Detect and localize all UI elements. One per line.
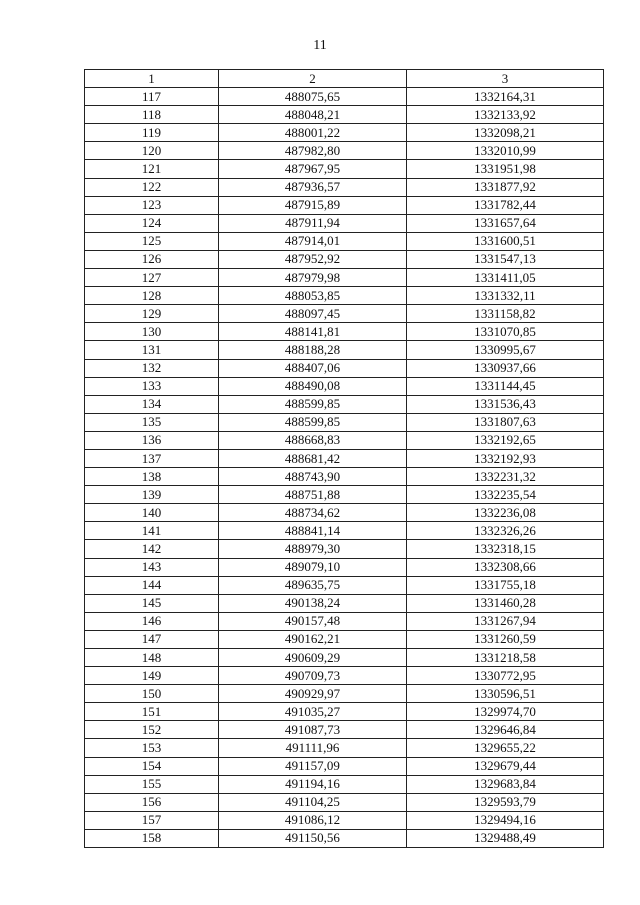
table-row bbox=[85, 558, 604, 576]
coordinate-y-cell: 1330995,67 bbox=[407, 341, 604, 359]
coordinate-x-cell: 490138,24 bbox=[219, 594, 407, 612]
table-row bbox=[85, 214, 604, 232]
point-number-cell: 149 bbox=[85, 667, 219, 685]
coordinate-x-cell: 487952,92 bbox=[219, 250, 407, 268]
point-number-cell: 126 bbox=[85, 250, 219, 268]
table-row bbox=[85, 232, 604, 250]
table-row bbox=[85, 576, 604, 594]
column-header-2: 2 bbox=[219, 70, 407, 88]
table-row bbox=[85, 431, 604, 449]
coordinate-x-cell: 489079,10 bbox=[219, 558, 407, 576]
coordinate-x-cell: 491111,96 bbox=[219, 739, 407, 757]
table-row bbox=[85, 395, 604, 413]
table-row bbox=[85, 522, 604, 540]
point-number-cell: 130 bbox=[85, 323, 219, 341]
coordinate-y-cell: 1329683,84 bbox=[407, 775, 604, 793]
coordinate-x-cell: 487914,01 bbox=[219, 232, 407, 250]
point-number-cell: 145 bbox=[85, 594, 219, 612]
coordinate-x-cell: 491104,25 bbox=[219, 793, 407, 811]
point-number-cell: 120 bbox=[85, 142, 219, 160]
page-number: 11 bbox=[313, 38, 327, 53]
table-row bbox=[85, 667, 604, 685]
coordinate-y-cell: 1331218,58 bbox=[407, 649, 604, 667]
table-body bbox=[85, 88, 604, 848]
coordinate-x-cell: 491150,56 bbox=[219, 829, 407, 847]
table-row bbox=[85, 160, 604, 178]
coordinate-x-cell: 488097,45 bbox=[219, 305, 407, 323]
coordinate-x-cell: 488599,85 bbox=[219, 413, 407, 431]
coordinate-y-cell: 1329646,84 bbox=[407, 721, 604, 739]
table-row bbox=[85, 486, 604, 504]
table-row bbox=[85, 540, 604, 558]
coordinate-x-cell: 491086,12 bbox=[219, 811, 407, 829]
coordinate-x-cell: 490929,97 bbox=[219, 685, 407, 703]
point-number-cell: 152 bbox=[85, 721, 219, 739]
table-row bbox=[85, 323, 604, 341]
coordinate-y-cell: 1329974,70 bbox=[407, 703, 604, 721]
coordinate-y-cell: 1329655,22 bbox=[407, 739, 604, 757]
coordinate-y-cell: 1329593,79 bbox=[407, 793, 604, 811]
table-row bbox=[85, 775, 604, 793]
point-number-cell: 121 bbox=[85, 160, 219, 178]
coordinate-y-cell: 1331070,85 bbox=[407, 323, 604, 341]
coordinate-x-cell: 488668,83 bbox=[219, 431, 407, 449]
coordinate-x-cell: 491087,73 bbox=[219, 721, 407, 739]
coordinate-x-cell: 490162,21 bbox=[219, 630, 407, 648]
point-number-cell: 154 bbox=[85, 757, 219, 775]
coordinate-x-cell: 488048,21 bbox=[219, 106, 407, 124]
coordinate-y-cell: 1331600,51 bbox=[407, 232, 604, 250]
coordinate-x-cell: 491035,27 bbox=[219, 703, 407, 721]
coordinate-y-cell: 1332235,54 bbox=[407, 486, 604, 504]
point-number-cell: 133 bbox=[85, 377, 219, 395]
point-number-cell: 140 bbox=[85, 504, 219, 522]
point-number-cell: 151 bbox=[85, 703, 219, 721]
table-row bbox=[85, 377, 604, 395]
point-number-cell: 147 bbox=[85, 630, 219, 648]
table-row bbox=[85, 88, 604, 106]
point-number-cell: 129 bbox=[85, 305, 219, 323]
coordinate-x-cell: 488407,06 bbox=[219, 359, 407, 377]
coordinate-y-cell: 1330596,51 bbox=[407, 685, 604, 703]
table-row bbox=[85, 685, 604, 703]
coordinate-x-cell: 487936,57 bbox=[219, 178, 407, 196]
table-row bbox=[85, 594, 604, 612]
coordinate-x-cell: 488053,85 bbox=[219, 287, 407, 305]
coordinate-y-cell: 1329488,49 bbox=[407, 829, 604, 847]
coordinate-x-cell: 488734,62 bbox=[219, 504, 407, 522]
point-number-cell: 156 bbox=[85, 793, 219, 811]
table-row bbox=[85, 196, 604, 214]
point-number-cell: 153 bbox=[85, 739, 219, 757]
coordinate-y-cell: 1331657,64 bbox=[407, 214, 604, 232]
header-row bbox=[85, 70, 604, 88]
coordinate-y-cell: 1331547,13 bbox=[407, 250, 604, 268]
table-row bbox=[85, 124, 604, 142]
point-number-cell: 127 bbox=[85, 269, 219, 287]
coordinate-y-cell: 1331144,45 bbox=[407, 377, 604, 395]
table-row bbox=[85, 468, 604, 486]
coordinate-y-cell: 1332164,31 bbox=[407, 88, 604, 106]
table-row bbox=[85, 793, 604, 811]
table-row bbox=[85, 829, 604, 847]
coordinate-x-cell: 488001,22 bbox=[219, 124, 407, 142]
point-number-cell: 124 bbox=[85, 214, 219, 232]
coordinate-x-cell: 488490,08 bbox=[219, 377, 407, 395]
coordinate-y-cell: 1332308,66 bbox=[407, 558, 604, 576]
coordinate-x-cell: 487967,95 bbox=[219, 160, 407, 178]
table-header bbox=[85, 70, 604, 88]
coordinate-x-cell: 488141,81 bbox=[219, 323, 407, 341]
point-number-cell: 119 bbox=[85, 124, 219, 142]
coordinate-x-cell: 488075,65 bbox=[219, 88, 407, 106]
coordinate-y-cell: 1332098,21 bbox=[407, 124, 604, 142]
point-number-cell: 137 bbox=[85, 449, 219, 467]
coordinate-y-cell: 1332326,26 bbox=[407, 522, 604, 540]
coordinate-y-cell: 1331267,94 bbox=[407, 612, 604, 630]
point-number-cell: 134 bbox=[85, 395, 219, 413]
coordinate-y-cell: 1331158,82 bbox=[407, 305, 604, 323]
coordinates-table bbox=[84, 69, 604, 848]
coordinate-y-cell: 1332318,15 bbox=[407, 540, 604, 558]
point-number-cell: 146 bbox=[85, 612, 219, 630]
table-row bbox=[85, 757, 604, 775]
coordinate-x-cell: 488188,28 bbox=[219, 341, 407, 359]
point-number-cell: 136 bbox=[85, 431, 219, 449]
table-row bbox=[85, 721, 604, 739]
coordinate-y-cell: 1331951,98 bbox=[407, 160, 604, 178]
coordinate-x-cell: 488681,42 bbox=[219, 449, 407, 467]
point-number-cell: 139 bbox=[85, 486, 219, 504]
coordinate-x-cell: 487982,80 bbox=[219, 142, 407, 160]
table-row bbox=[85, 811, 604, 829]
coordinate-x-cell: 490609,29 bbox=[219, 649, 407, 667]
table-row bbox=[85, 449, 604, 467]
coordinate-x-cell: 488599,85 bbox=[219, 395, 407, 413]
table-row bbox=[85, 269, 604, 287]
coordinate-x-cell: 488979,30 bbox=[219, 540, 407, 558]
coordinate-y-cell: 1330772,95 bbox=[407, 667, 604, 685]
point-number-cell: 142 bbox=[85, 540, 219, 558]
table-row bbox=[85, 359, 604, 377]
coordinate-y-cell: 1330937,66 bbox=[407, 359, 604, 377]
point-number-cell: 157 bbox=[85, 811, 219, 829]
point-number-cell: 123 bbox=[85, 196, 219, 214]
point-number-cell: 144 bbox=[85, 576, 219, 594]
table-row bbox=[85, 612, 604, 630]
table-row bbox=[85, 142, 604, 160]
coordinate-x-cell: 488841,14 bbox=[219, 522, 407, 540]
point-number-cell: 155 bbox=[85, 775, 219, 793]
point-number-cell: 128 bbox=[85, 287, 219, 305]
point-number-cell: 117 bbox=[85, 88, 219, 106]
table-row bbox=[85, 305, 604, 323]
coordinate-y-cell: 1331782,44 bbox=[407, 196, 604, 214]
coordinate-y-cell: 1329679,44 bbox=[407, 757, 604, 775]
point-number-cell: 131 bbox=[85, 341, 219, 359]
table-row bbox=[85, 178, 604, 196]
coordinate-y-cell: 1331877,92 bbox=[407, 178, 604, 196]
coordinate-y-cell: 1331460,28 bbox=[407, 594, 604, 612]
table-row bbox=[85, 739, 604, 757]
coordinate-y-cell: 1331807,63 bbox=[407, 413, 604, 431]
coordinate-y-cell: 1332192,65 bbox=[407, 431, 604, 449]
table-row bbox=[85, 630, 604, 648]
coordinate-y-cell: 1331260,59 bbox=[407, 630, 604, 648]
point-number-cell: 132 bbox=[85, 359, 219, 377]
coordinate-x-cell: 491157,09 bbox=[219, 757, 407, 775]
coordinate-x-cell: 490157,48 bbox=[219, 612, 407, 630]
coordinate-y-cell: 1332192,93 bbox=[407, 449, 604, 467]
coordinate-x-cell: 488743,90 bbox=[219, 468, 407, 486]
table-row bbox=[85, 106, 604, 124]
table-row bbox=[85, 649, 604, 667]
point-number-cell: 143 bbox=[85, 558, 219, 576]
coordinate-y-cell: 1329494,16 bbox=[407, 811, 604, 829]
point-number-cell: 122 bbox=[85, 178, 219, 196]
coordinate-x-cell: 487915,89 bbox=[219, 196, 407, 214]
point-number-cell: 135 bbox=[85, 413, 219, 431]
point-number-cell: 158 bbox=[85, 829, 219, 847]
coordinate-x-cell: 490709,73 bbox=[219, 667, 407, 685]
coordinate-y-cell: 1331536,43 bbox=[407, 395, 604, 413]
coordinate-y-cell: 1332236,08 bbox=[407, 504, 604, 522]
table-row bbox=[85, 703, 604, 721]
coordinate-x-cell: 491194,16 bbox=[219, 775, 407, 793]
coordinate-y-cell: 1331755,18 bbox=[407, 576, 604, 594]
table-row bbox=[85, 341, 604, 359]
table-row bbox=[85, 413, 604, 431]
coordinate-y-cell: 1331411,05 bbox=[407, 269, 604, 287]
coordinate-y-cell: 1331332,11 bbox=[407, 287, 604, 305]
coordinate-y-cell: 1332010,99 bbox=[407, 142, 604, 160]
point-number-cell: 118 bbox=[85, 106, 219, 124]
coordinate-y-cell: 1332231,32 bbox=[407, 468, 604, 486]
point-number-cell: 125 bbox=[85, 232, 219, 250]
table-row bbox=[85, 250, 604, 268]
column-header-1: 1 bbox=[85, 70, 219, 88]
point-number-cell: 150 bbox=[85, 685, 219, 703]
coordinate-x-cell: 487979,98 bbox=[219, 269, 407, 287]
column-header-3: 3 bbox=[407, 70, 604, 88]
point-number-cell: 141 bbox=[85, 522, 219, 540]
coordinate-x-cell: 487911,94 bbox=[219, 214, 407, 232]
table-row bbox=[85, 287, 604, 305]
point-number-cell: 148 bbox=[85, 649, 219, 667]
point-number-cell: 138 bbox=[85, 468, 219, 486]
table-row bbox=[85, 504, 604, 522]
coordinate-x-cell: 489635,75 bbox=[219, 576, 407, 594]
coordinate-x-cell: 488751,88 bbox=[219, 486, 407, 504]
coordinate-y-cell: 1332133,92 bbox=[407, 106, 604, 124]
